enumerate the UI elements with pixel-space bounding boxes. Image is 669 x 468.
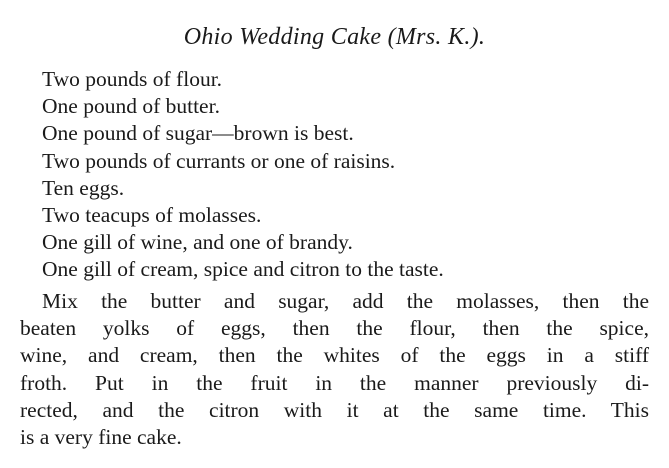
recipe-title: Ohio Wedding Cake (Mrs. K.). [183, 24, 486, 50]
ingredient-item: Two pounds of currants or one of raisins. [42, 148, 396, 173]
ingredient-item: One pound of butter. [42, 94, 220, 119]
ingredient-item: Two pounds of flour. [42, 67, 223, 91]
ingredient-list [42, 66, 444, 284]
ingredient-item: Two teacups of molasses. [42, 202, 262, 227]
method-line: wine, and cream, then the whites of the eggs in a stiff [20, 343, 649, 368]
method-paragraph [20, 288, 649, 451]
method-line: froth. Put in the fruit in the manner previously di- [20, 370, 649, 395]
ingredient-item: Ten eggs. [42, 175, 125, 200]
ingredient-item: One pound of sugar—brown is best. [42, 121, 354, 146]
method-line: rected, and the citron with it at the same time. This [20, 397, 649, 422]
method-line: Mix the butter and sugar, add the molasses, then the [42, 289, 649, 313]
method-line: is a very fine cake. [20, 424, 182, 449]
ingredient-item: One gill of cream, spice and citron to the taste. [42, 257, 444, 282]
method-line: beaten yolks of eggs, then the flour, then the spice, [20, 316, 649, 341]
ingredient-item: One gill of wine, and one of brandy. [42, 230, 353, 255]
